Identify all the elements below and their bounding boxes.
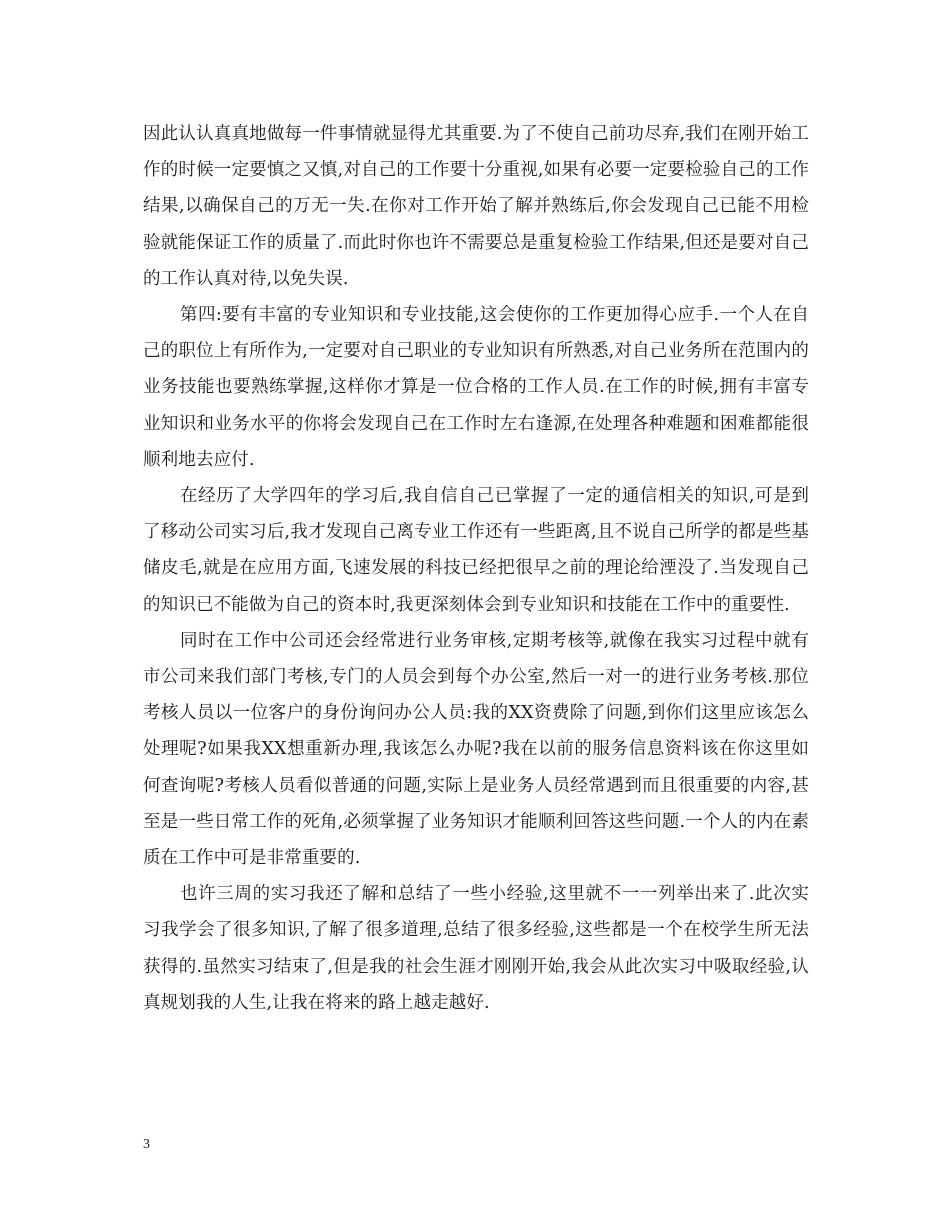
paragraph-conclusion: 也许三周的实习我还了解和总结了一些小经验,这里就不一一列举出来了.此次实习我学会了很多知识,了解了很多道理,总结了很多经验,这些都是一个在校学生所无法获得的.虽然实习结束了,但是我的社会生涯才刚刚开始,我会从此次实习中吸取经验,认真规划我的人生,让我在将来的路上越走越好. <box>143 884 809 1013</box>
paragraph-continuation: 因此认认真真地做每一件事情就显得尤其重要.为了不使自己前功尽弃,我们在刚开始工作的时候一定要慎之又慎,对自己的工作要十分重视,如果有必要一定要检验自己的工作结果,以确保自己的万无一失.在你对工作开始了解并熟练后,你会发现自己已能不用检验就能保证工作的质量了.而此时你也许不需要总是重复检验工作结果,但还是要对自己的工作认真对待,以免失误. <box>143 124 809 289</box>
paragraph-professional-knowledge: 第四:要有丰富的专业知识和专业技能,这会使你的工作更加得心应手.一个人在自己的职位上有所作为,一定要对自己职业的专业知识有所熟悉,对自己业务所在范围内的业务技能也要熟练掌握,这样你才算是一位合格的工作人员.在工作的时候,拥有丰富专业知识和业务水平的你将会发现自己在工作时左右逢源,在处理各种难题和困难都能很顺利地去应付. <box>143 305 809 470</box>
page-number: 3 <box>143 1137 150 1152</box>
document-body <box>143 116 809 1021</box>
paragraph-university-experience: 在经历了大学四年的学习后,我自信自己已掌握了一定的通信相关的知识,可是到了移动公司实习后,我才发现自己离专业工作还有一些距离,且不说自己所学的都是些基储皮毛,就是在应用方面,飞速发展的科技已经把很早之前的理论给湮没了.当发现自己的知识已不能做为自己的资本时,我更深刻体会到专业知识和技能在工作中的重要性. <box>143 486 809 615</box>
paragraph-business-review: 同时在工作中公司还会经常进行业务审核,定期考核等,就像在我实习过程中就有市公司来我们部门考核,专门的人员会到每个办公室,然后一对一的进行业务考核.那位考核人员以一位客户的身份询问办公人员:我的XX资费除了问题,到你们这里应该怎么处理呢?如果我XX想重新办理,我该怎么办呢?我在以前的服务信息资料该在你这里如何查询呢?考核人员看似普通的问题,实际上是业务人员经常遇到而且很重要的内容,甚至是一些日常工作的死角,必须掌握了业务知识才能顺利回答这些问题.一个人的内在素质在工作中可是非常重要的. <box>143 630 809 869</box>
